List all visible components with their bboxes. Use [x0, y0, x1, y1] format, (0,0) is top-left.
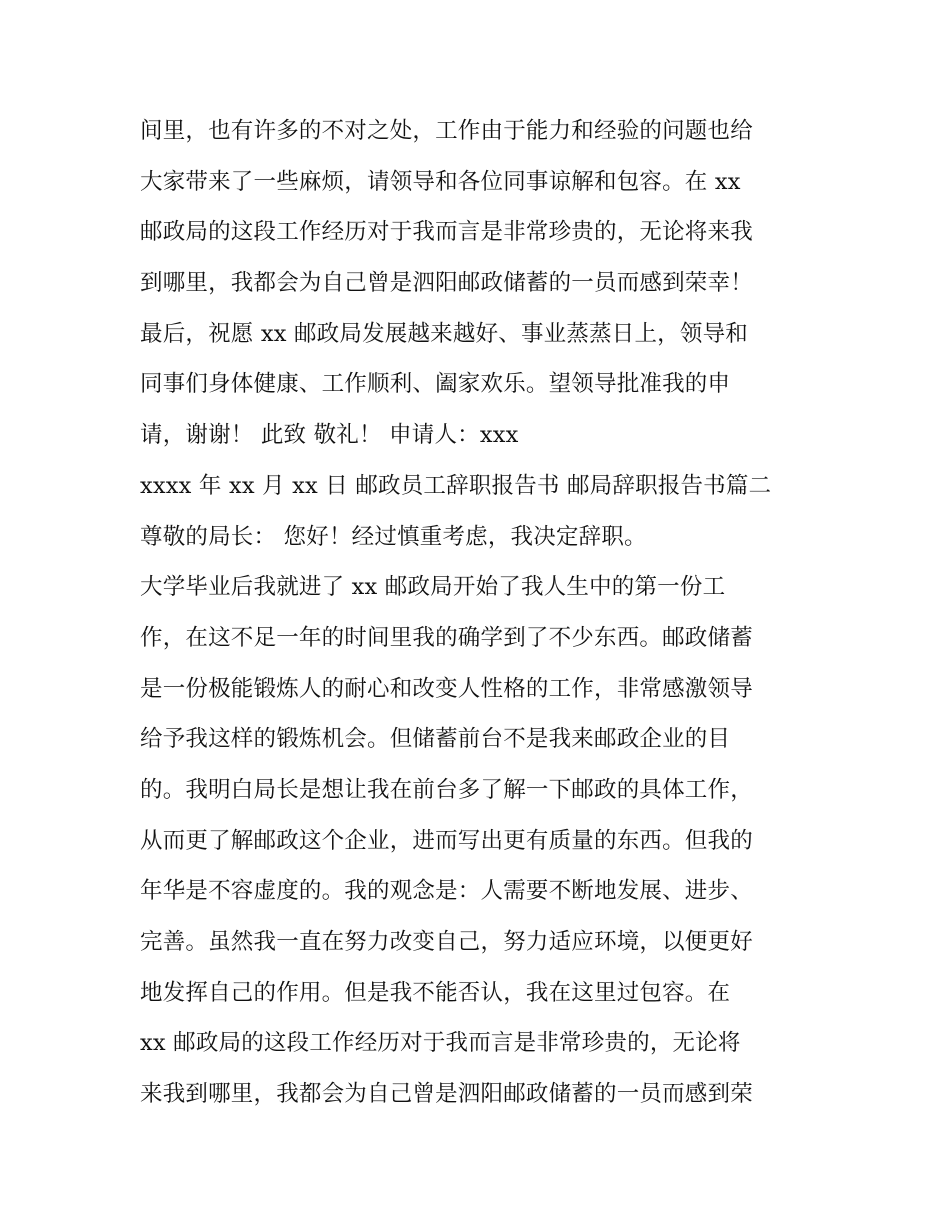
text-line: 作，在这不足一年的时间里我的确学到了不少东西。邮政储蓄	[140, 624, 753, 651]
text-line: 给予我这样的锻炼机会。但储蓄前台不是我来邮政企业的目	[140, 726, 731, 753]
text-line: 是一份极能锻炼人的耐心和改变人性格的工作，非常感激领导	[140, 675, 753, 702]
document-body	[140, 111, 830, 1125]
text-line: 请，谢谢！ 此致 敬礼！ 申请人：xxx	[140, 422, 519, 449]
text-line: xx 邮政局的这段工作经历对于我而言是非常珍贵的，无论将	[140, 1030, 741, 1057]
text-line: 完善。虽然我一直在努力改变自己，努力适应环境，以便更好	[140, 929, 753, 955]
text-line: 到哪里，我都会为自己曾是泗阳邮政储蓄的一员而感到荣幸！	[140, 270, 753, 297]
text-line: 尊敬的局长： 您好！经过慎重考虑，我决定辞职。	[140, 523, 647, 550]
text-line: 的。我明白局长是想让我在前台多了解一下邮政的具体工作，	[140, 776, 753, 803]
text-line: xxxx 年 xx 月 xx 日 邮政员工辞职报告书 邮局辞职报告书篇二	[140, 472, 772, 499]
text-line: 同事们身体健康、工作顺利、阖家欢乐。望领导批准我的申	[140, 371, 731, 398]
text-line: 从而更了解邮政这个企业，进而写出更有质量的东西。但我的	[140, 827, 753, 854]
text-line: 大学毕业后我就进了 xx 邮政局开始了我人生中的第一份工	[140, 574, 726, 601]
text-line: 最后，祝愿 xx 邮政局发展越来越好、事业蒸蒸日上，领导和	[140, 320, 748, 347]
text-line: 大家带来了一些麻烦，请领导和各位同事谅解和包容。在 xx	[140, 168, 741, 195]
text-line: 年华是不容虚度的。我的观念是：人需要不断地发展、进步、	[140, 878, 753, 905]
text-line: 地发挥自己的作用。但是我不能否认，我在这里过包容。在	[140, 979, 731, 1006]
text-line: 邮政局的这段工作经历对于我而言是非常珍贵的，无论将来我	[140, 219, 753, 246]
text-line: 间里，也有许多的不对之处，工作由于能力和经验的问题也给	[140, 118, 753, 144]
text-line: 来我到哪里，我都会为自己曾是泗阳邮政储蓄的一员而感到荣	[140, 1081, 753, 1108]
